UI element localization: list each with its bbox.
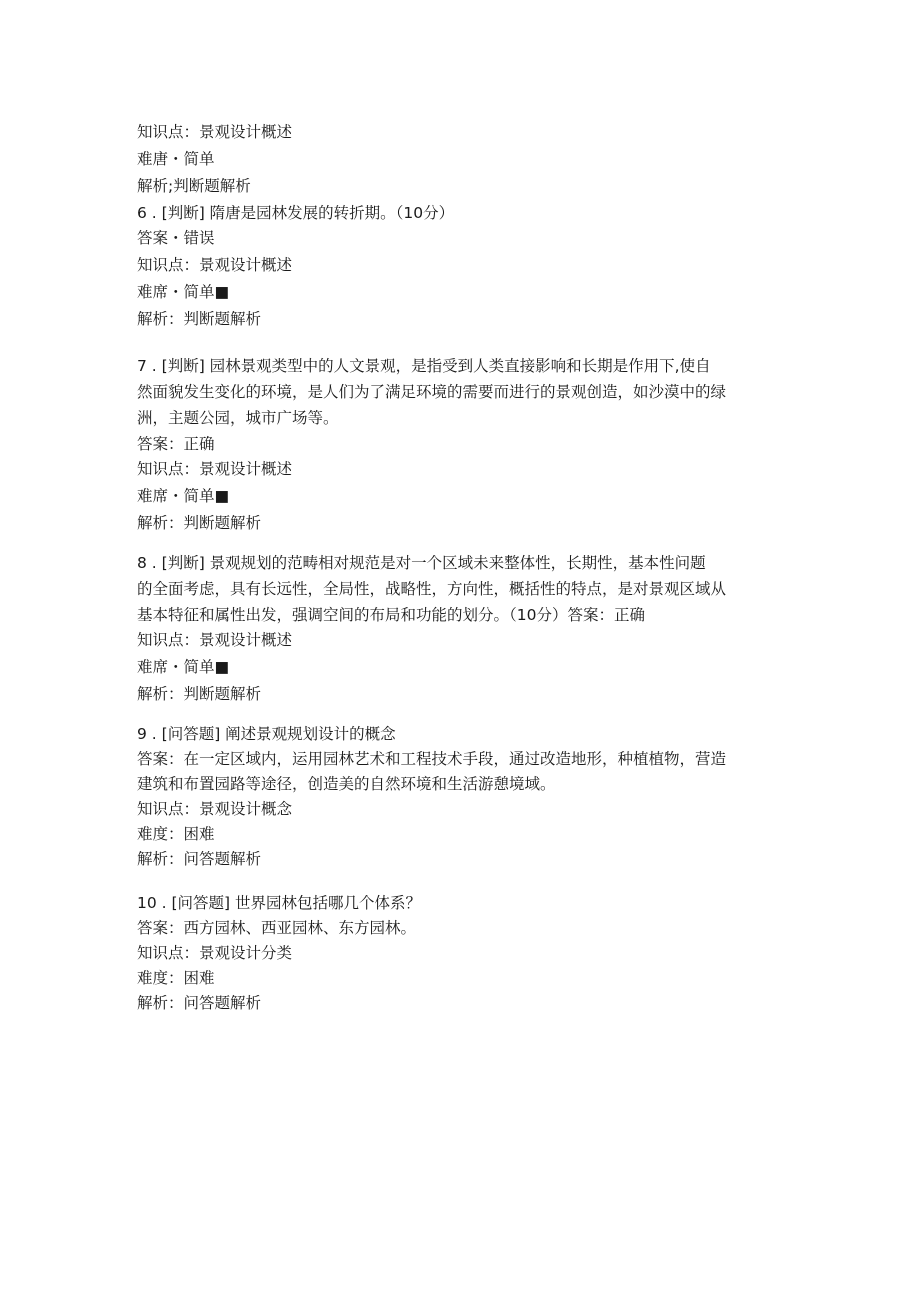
question-7 xyxy=(137,354,787,535)
analysis: 解析：问答题解析 xyxy=(137,994,262,1012)
answer-line-2: 建筑和布置园路等途径，创造美的自然环境和生活游憩境域。 xyxy=(137,775,556,793)
question-text: 6 . [判断] 隋唐是园林发展的转折期。（10分） xyxy=(137,204,455,222)
answer: 答案・错误 xyxy=(137,229,215,247)
question-text-line-1: 8 . [判断] 景观规划的范畴相对规范是对一个区域未来整体性，长期性，基本性问题 xyxy=(137,554,706,572)
question-10 xyxy=(137,891,787,1015)
knowledge-point: 知识点：景观设计概述 xyxy=(137,460,293,478)
analysis: 解析：问答题解析 xyxy=(137,850,262,868)
difficulty: 难度：困难 xyxy=(137,969,215,987)
answer: 答案：正确 xyxy=(137,435,215,453)
knowledge-point: 知识点：景观设计分类 xyxy=(137,944,293,962)
analysis: 解析：判断题解析 xyxy=(137,310,262,328)
knowledge-point: 知识点：景观设计概述 xyxy=(137,123,293,141)
question-text-line-2: 的全面考虑，具有长远性，全局性，战略性，方向性，概括性的特点，是对景观区域从 xyxy=(137,580,727,598)
question-text-line-3: 基本特征和属性出发，强调空间的布局和功能的划分。（10分）答案：正确 xyxy=(137,606,645,624)
question-text: 9 . [问答题] 阐述景观规划设计的概念 xyxy=(137,725,396,743)
difficulty: 难席・简单■ xyxy=(137,487,230,505)
difficulty: 难席・简单■ xyxy=(137,658,230,676)
knowledge-point: 知识点：景观设计概述 xyxy=(137,256,293,274)
question-8 xyxy=(137,551,787,706)
difficulty: 难席・简单■ xyxy=(137,283,230,301)
question-text-line-3: 洲，主题公园，城市广场等。 xyxy=(137,409,339,427)
question-5-tail xyxy=(137,120,787,198)
knowledge-point: 知识点：景观设计概述 xyxy=(137,631,293,649)
answer: 答案：西方园林、西亚园林、东方园林。 xyxy=(137,919,417,937)
answer-line-1: 答案：在一定区域内，运用园林艺术和工程技术手段，通过改造地形，种植植物，营造 xyxy=(137,750,727,768)
question-text-line-1: 7 . [判断] 园林景观类型中的人文景观，是指受到人类直接影响和长期是作用下,使自 xyxy=(137,357,711,375)
difficulty: 难度：困难 xyxy=(137,825,215,843)
question-text: 10 . [问答题] 世界园林包括哪几个体系？ xyxy=(137,894,422,912)
analysis: 解析;判断题解析 xyxy=(137,177,251,195)
question-6 xyxy=(137,201,787,331)
analysis: 解析：判断题解析 xyxy=(137,514,262,532)
difficulty: 难唐・简单 xyxy=(137,150,215,168)
analysis: 解析：判断题解析 xyxy=(137,685,262,703)
question-9 xyxy=(137,722,787,871)
knowledge-point: 知识点：景观设计概念 xyxy=(137,800,293,818)
question-text-line-2: 然面貌发生变化的环境，是人们为了满足环境的需要而进行的景观创造，如沙漠中的绿 xyxy=(137,383,727,401)
